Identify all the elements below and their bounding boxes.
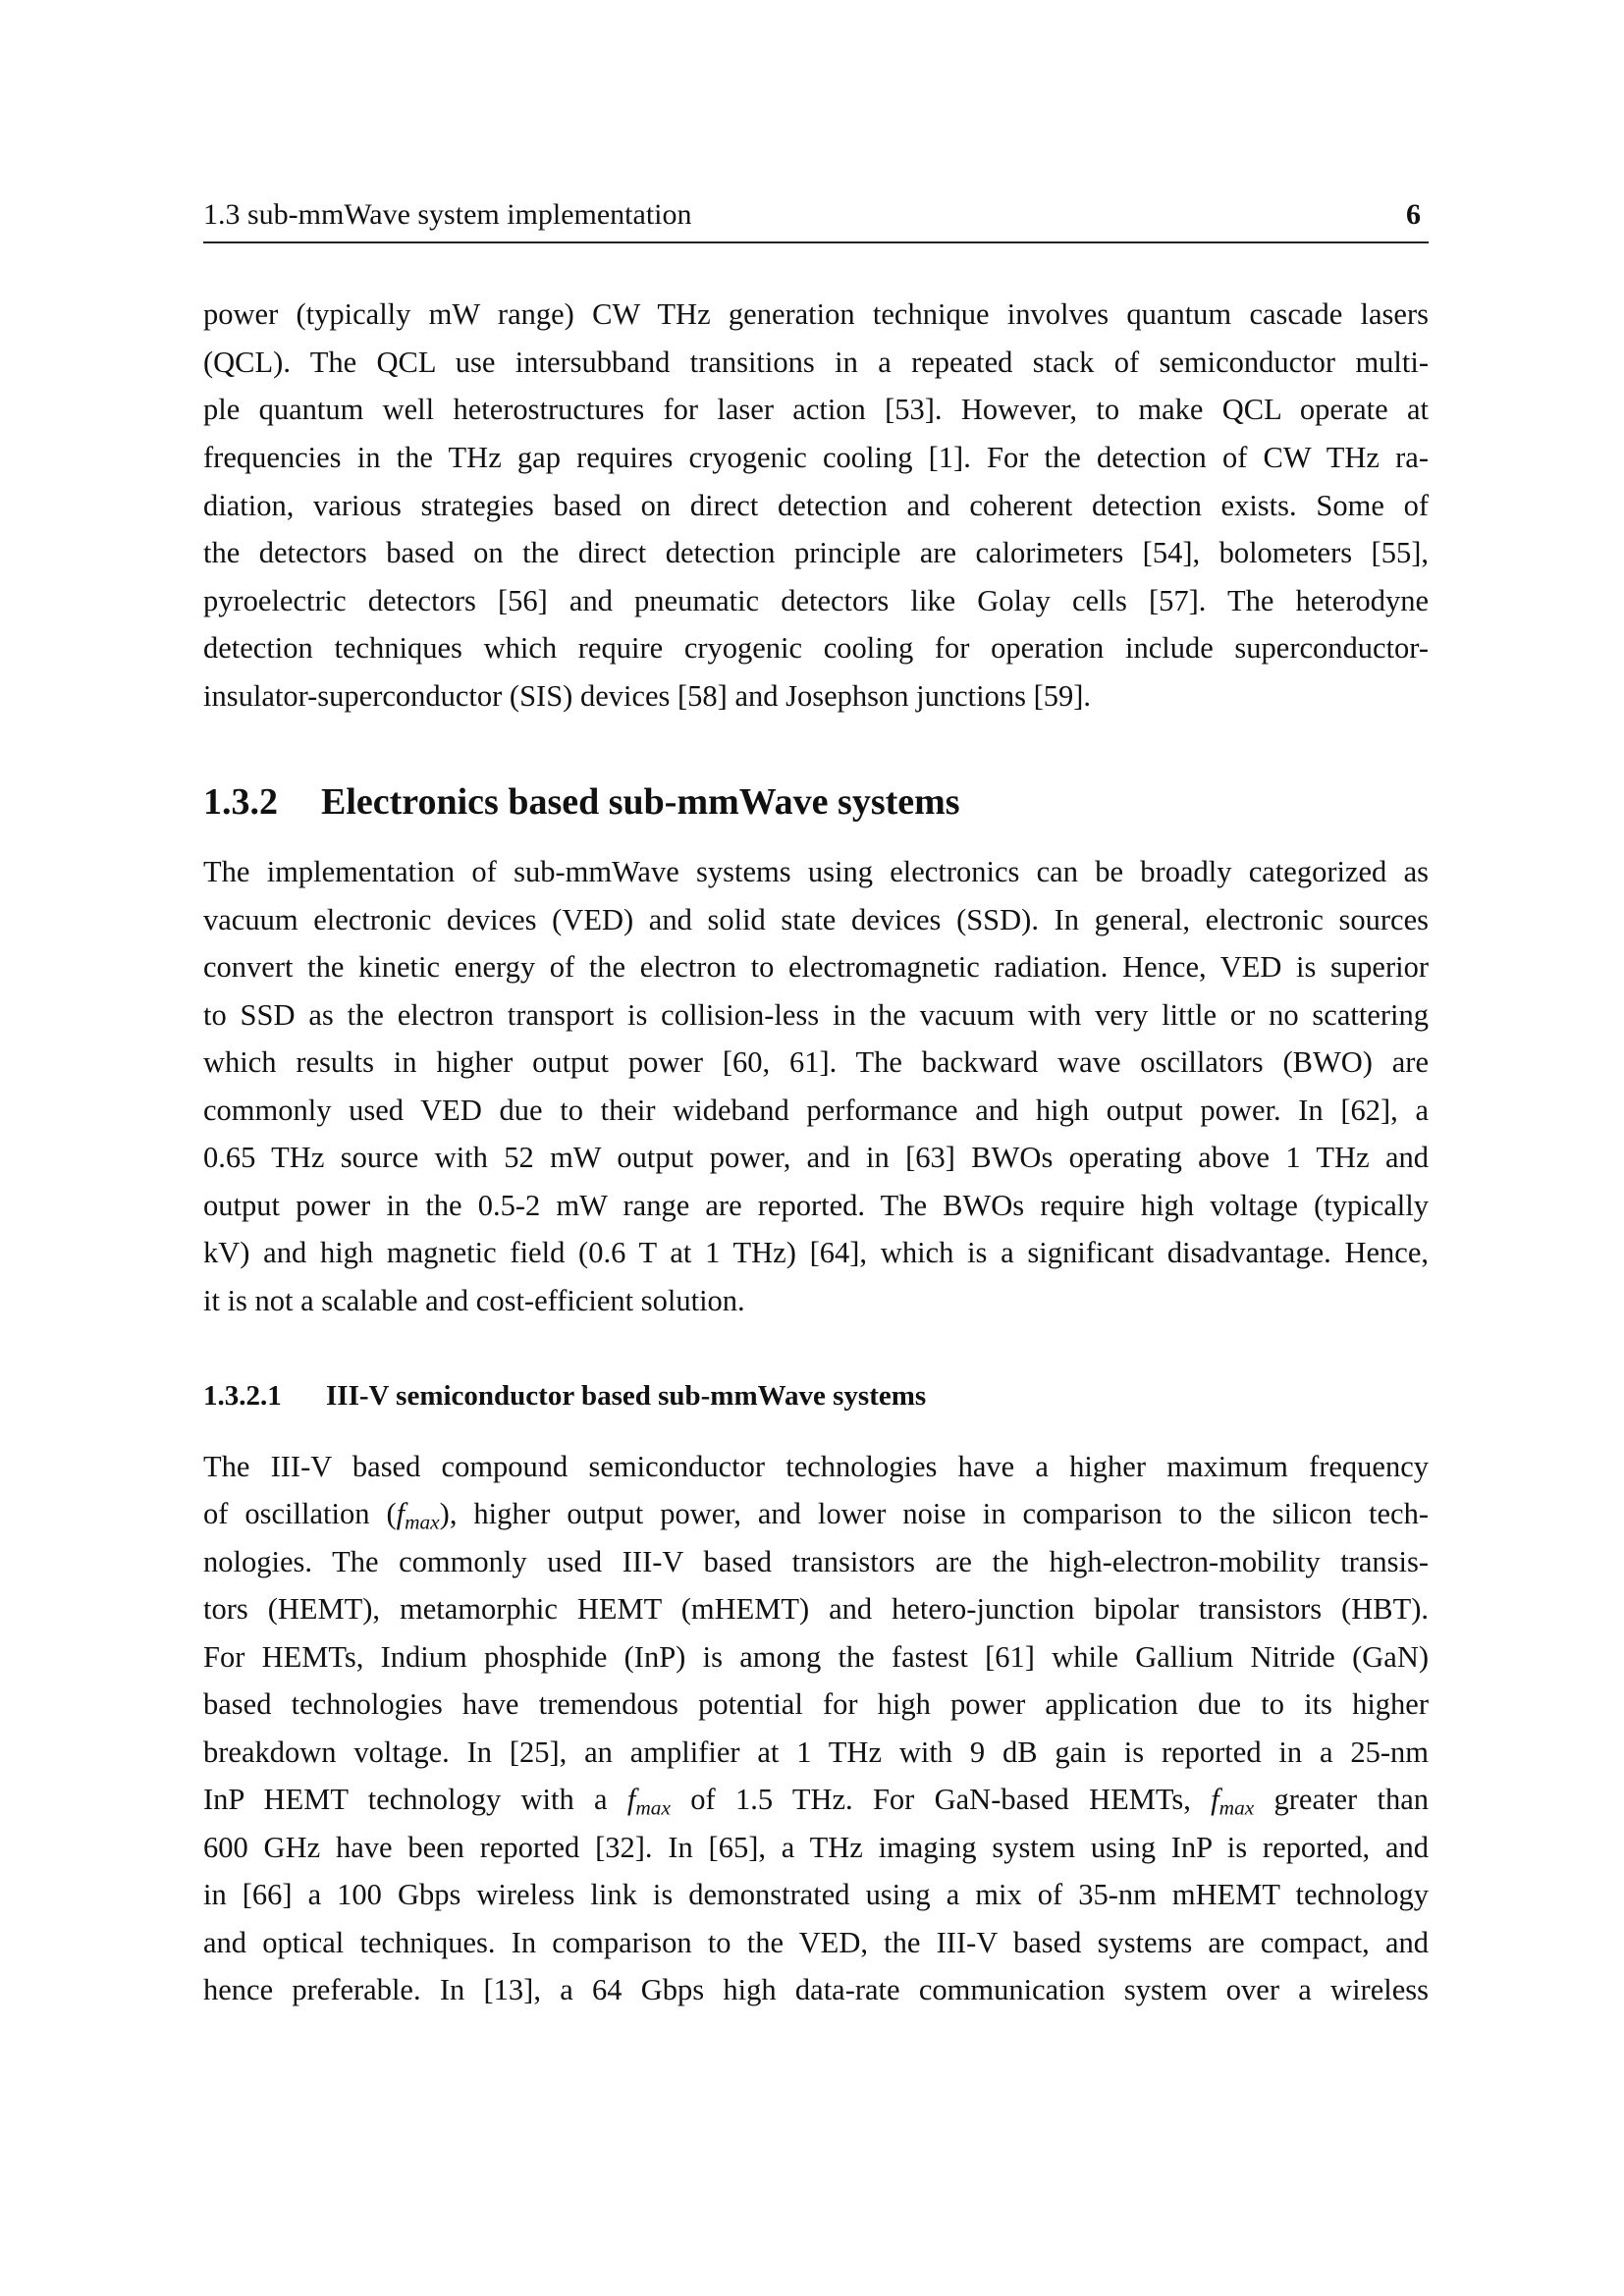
text-line: convert the kinetic energy of the electron to electromagnetic radiation. Hence, VED is superior [203, 950, 1429, 984]
text-span: greater than [1254, 1783, 1429, 1816]
text-line: pyroelectric detectors [56] and pneumatic detectors like Golay cells [57]. The heterodyne [203, 584, 1429, 617]
fmax-symbol [626, 1783, 671, 1820]
section-title: Electronics based sub-mmWave systems [321, 781, 960, 823]
fmax-subscript: max [1218, 1795, 1255, 1820]
text-span: ), higher output power, and lower noise in comparison to the silicon tech- [439, 1497, 1429, 1530]
text-line: commonly used VED due to their wideband performance and high output power. In [62], a [203, 1094, 1429, 1127]
text-span: of oscillation ( [203, 1497, 397, 1530]
text-line: based technologies have tremendous potential for high power application due to its higher [203, 1687, 1429, 1721]
text-line: power (typically mW range) CW THz generation technique involves quantum cascade lasers [203, 297, 1429, 331]
text-line: insulator-superconductor (SIS) devices [58] and Josephson junctions [59]. [203, 679, 1092, 713]
running-head-title: 1.3 sub-mmWave system implementation [203, 198, 692, 231]
text-line [203, 1494, 1429, 1542]
text-line: detection techniques which require cryogenic cooling for operation include superconductor- [203, 631, 1429, 665]
section-number: 1.3.2.1 [203, 1380, 282, 1412]
fmax-subscript: max [405, 1510, 440, 1534]
text-line: vacuum electronic devices (VED) and solid state devices (SSD). In general, electronic sources [203, 903, 1429, 936]
text-line: tors (HEMT), metamorphic HEMT (mHEMT) and hetero-junction bipolar transistors (HBT). [203, 1592, 1429, 1626]
text-line: output power in the 0.5-2 mW range are reported. The BWOs require high voltage (typically [203, 1189, 1429, 1222]
text-line: The implementation of sub-mmWave systems using electronics can be broadly categorized as [203, 855, 1429, 888]
text-span: of 1.5 THz. For GaN-based HEMTs, [670, 1783, 1212, 1816]
fmax-base: f [396, 1497, 406, 1530]
text-line: 0.65 THz source with 52 mW output power, and in [63] BWOs operating above 1 THz and [203, 1141, 1429, 1174]
text-line: nologies. The commonly used III-V based transistors are the high-electron-mobility transis- [203, 1545, 1429, 1578]
running-header [203, 198, 1429, 243]
text-line: in [66] a 100 Gbps wireless link is demonstrated using a mix of 35-nm mHEMT technology [203, 1878, 1429, 1911]
text-line: (QCL). The QCL use intersubband transitions in a repeated stack of semiconductor multi- [203, 346, 1429, 379]
text-span: InP HEMT technology with a [203, 1783, 627, 1816]
section-number: 1.3.2 [203, 781, 278, 823]
text-line [203, 1780, 1429, 1828]
text-line: to SSD as the electron transport is collision-less in the vacuum with very little or no scattering [203, 998, 1429, 1032]
text-line: hence preferable. In [13], a 64 Gbps high data-rate communication system over a wireless [203, 1973, 1429, 2006]
text-line: diation, various strategies based on direct detection and coherent detection exists. Some of [203, 489, 1429, 522]
fmax-base: f [1211, 1783, 1219, 1816]
text-line: The III-V based compound semiconductor technologies have a higher maximum frequency [203, 1450, 1429, 1483]
section-heading-1-3-2-1 [203, 1380, 926, 1413]
text-line: breakdown voltage. In [25], an amplifier at 1 THz with 9 dB gain is reported in a 25-nm [203, 1735, 1429, 1769]
section-title: III-V semiconductor based sub-mmWave systems [326, 1380, 927, 1412]
text-line: frequencies in the THz gap requires cryogenic cooling [1]. For the detection of CW THz ra- [203, 441, 1429, 474]
text-line: the detectors based on the direct detection principle are calorimeters [54], bolometers [55], [203, 536, 1429, 569]
fmax-symbol [1211, 1783, 1255, 1820]
section-heading-1-3-2 [203, 780, 960, 824]
text-line: For HEMTs, Indium phosphide (InP) is among the fastest [61] while Gallium Nitride (GaN) [203, 1640, 1429, 1674]
text-line: and optical techniques. In comparison to the VED, the III-V based systems are compact, and [203, 1926, 1429, 1959]
text-line: kV) and high magnetic field (0.6 T at 1 THz) [64], which is a significant disadvantage. Hence, [203, 1236, 1429, 1269]
fmax-base: f [626, 1783, 636, 1816]
text-line: which results in higher output power [60, 61]. The backward wave oscillators (BWO) are [203, 1045, 1429, 1079]
text-line: it is not a scalable and cost-efficient solution. [203, 1284, 745, 1317]
fmax-subscript: max [635, 1795, 671, 1820]
page-number: 6 [1406, 198, 1421, 231]
text-line: 600 GHz have been reported [32]. In [65], a THz imaging system using InP is reported, and [203, 1831, 1429, 1864]
fmax-symbol [396, 1497, 440, 1534]
text-line: ple quantum well heterostructures for laser action [53]. However, to make QCL operate at [203, 393, 1429, 426]
